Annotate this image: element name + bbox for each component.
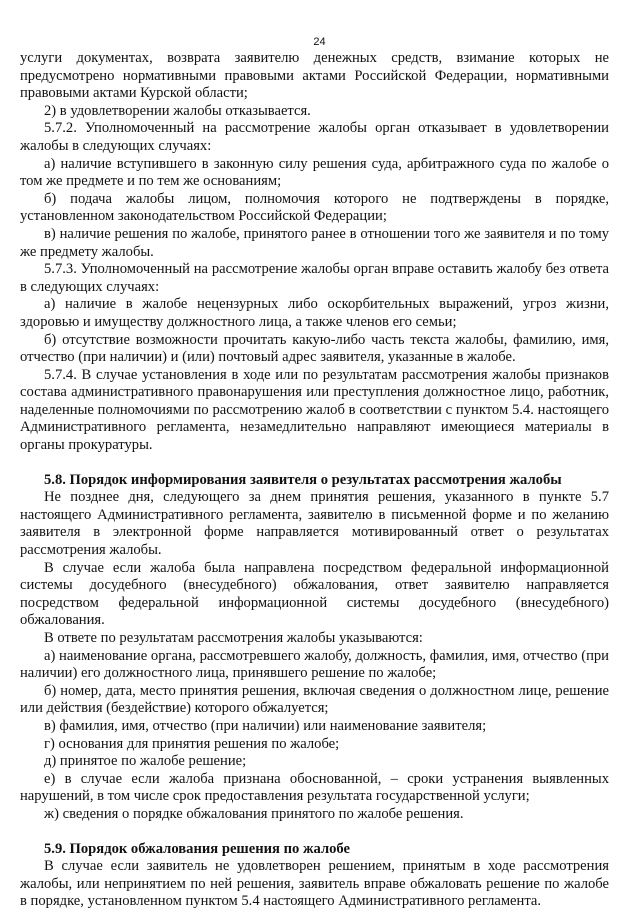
paragraph: б) подача жалобы лицом, полномочия которого не подтверждены в порядке, установленном законодательством Российской Федерации;	[20, 190, 609, 225]
paragraph: ж) сведения о порядке обжалования принятого по жалобе решения.	[44, 805, 464, 822]
paragraph: В случае если жалоба была направлена посредством федеральной информационной системы досудебного (внесудебного) обжалования, ответ заявителю направляется посредством федеральной информационной системы досудебного (внесудебного) обжалования.	[20, 559, 609, 629]
paragraph: а) наименование органа, рассмотревшего жалобу, должность, фамилия, имя, отчество (при наличии) его должностного лица, принявшего решение по жалобе;	[20, 647, 609, 682]
paragraph: б) отсутствие возможности прочитать какую-либо часть текста жалобы, фамилию, имя, отчество (при наличии) и (или) почтовый адрес заявителя, указанные в жалобе.	[20, 331, 609, 366]
paragraph: б) номер, дата, место принятия решения, включая сведения о должностном лице, решение или действия (бездействие) которого обжалуется;	[20, 682, 609, 717]
paragraph: В ответе по результатам рассмотрения жалобы указываются:	[44, 630, 423, 646]
section-gap	[20, 824, 609, 841]
section-heading-5-8: 5.8. Порядок информирования заявителя о результатах рассмотрения жалобы	[44, 471, 562, 488]
paragraph: 5.7.2. Уполномоченный на рассмотрение жалобы орган отказывает в удовлетворении жалобы в следующих случаях:	[20, 120, 609, 154]
paragraph: 2) в удовлетворении жалобы отказывается.	[44, 102, 311, 119]
paragraph: в) фамилия, имя, отчество (при наличии) или наименование заявителя;	[44, 717, 487, 734]
paragraph: а) наличие вступившего в законную силу решения суда, арбитражного суда по жалобе о том же предмете и по тем же основаниям;	[20, 155, 609, 190]
section-gap	[20, 455, 609, 472]
section-heading-5-9: 5.9. Порядок обжалования решения по жалобе	[44, 840, 351, 857]
paragraph: е) в случае если жалоба признана обоснованной, – сроки устранения выявленных нарушений, в том числе срок предоставления результата государственной услуги;	[20, 770, 609, 805]
document-body	[20, 50, 609, 911]
page-number: 24	[313, 36, 326, 48]
paragraph: а) наличие в жалобе нецензурных либо оскорбительных выражений, угроз жизни, здоровью и имуществу должностного лица, а также членов его семьи;	[20, 296, 609, 330]
paragraph: 5.7.3. Уполномоченный на рассмотрение жалобы орган вправе оставить жалобу без ответа в следующих случаях:	[20, 261, 609, 295]
paragraph: в) наличие решения по жалобе, принятого ранее в отношении того же заявителя и по тому же предмету жалобы.	[20, 225, 609, 260]
paragraph: д) принятое по жалобе решение;	[44, 753, 247, 770]
paragraph: г) основания для принятия решения по жалобе;	[44, 735, 340, 752]
paragraph: Не позднее дня, следующего за днем принятия решения, указанного в пункте 5.7 настоящего Административного регламента, заявителю в письменной форме и по желанию заявителя в электронной форме направляется мотивированный ответ о результатах рассмотрения жалобы.	[20, 489, 609, 559]
paragraph-continuation: услуги документах, возврата заявителю денежных средств, взимание которых не предусмотрено нормативными правовыми актами Российской Федерации, нормативными правовыми актами Курской области;	[20, 50, 609, 102]
paragraph: В случае если заявитель не удовлетворен решением, принятым в ходе рассмотрения жалобы, или непринятием по ней решения, заявитель вправе обжаловать решение по жалобе в порядке, установленном пунктом 5.4 настоящего Административного регламента.	[20, 858, 609, 910]
paragraph: 5.7.4. В случае установления в ходе или по результатам рассмотрения жалобы признаков состава административного правонарушения или преступления должностное лицо, работник, наделенные полномочиями по рассмотрению жалоб в соответствии с пунктом 5.4. настоящего Административного регламента, незамедлительно направляют имеющиеся материалы в органы прокуратуры.	[20, 366, 609, 454]
